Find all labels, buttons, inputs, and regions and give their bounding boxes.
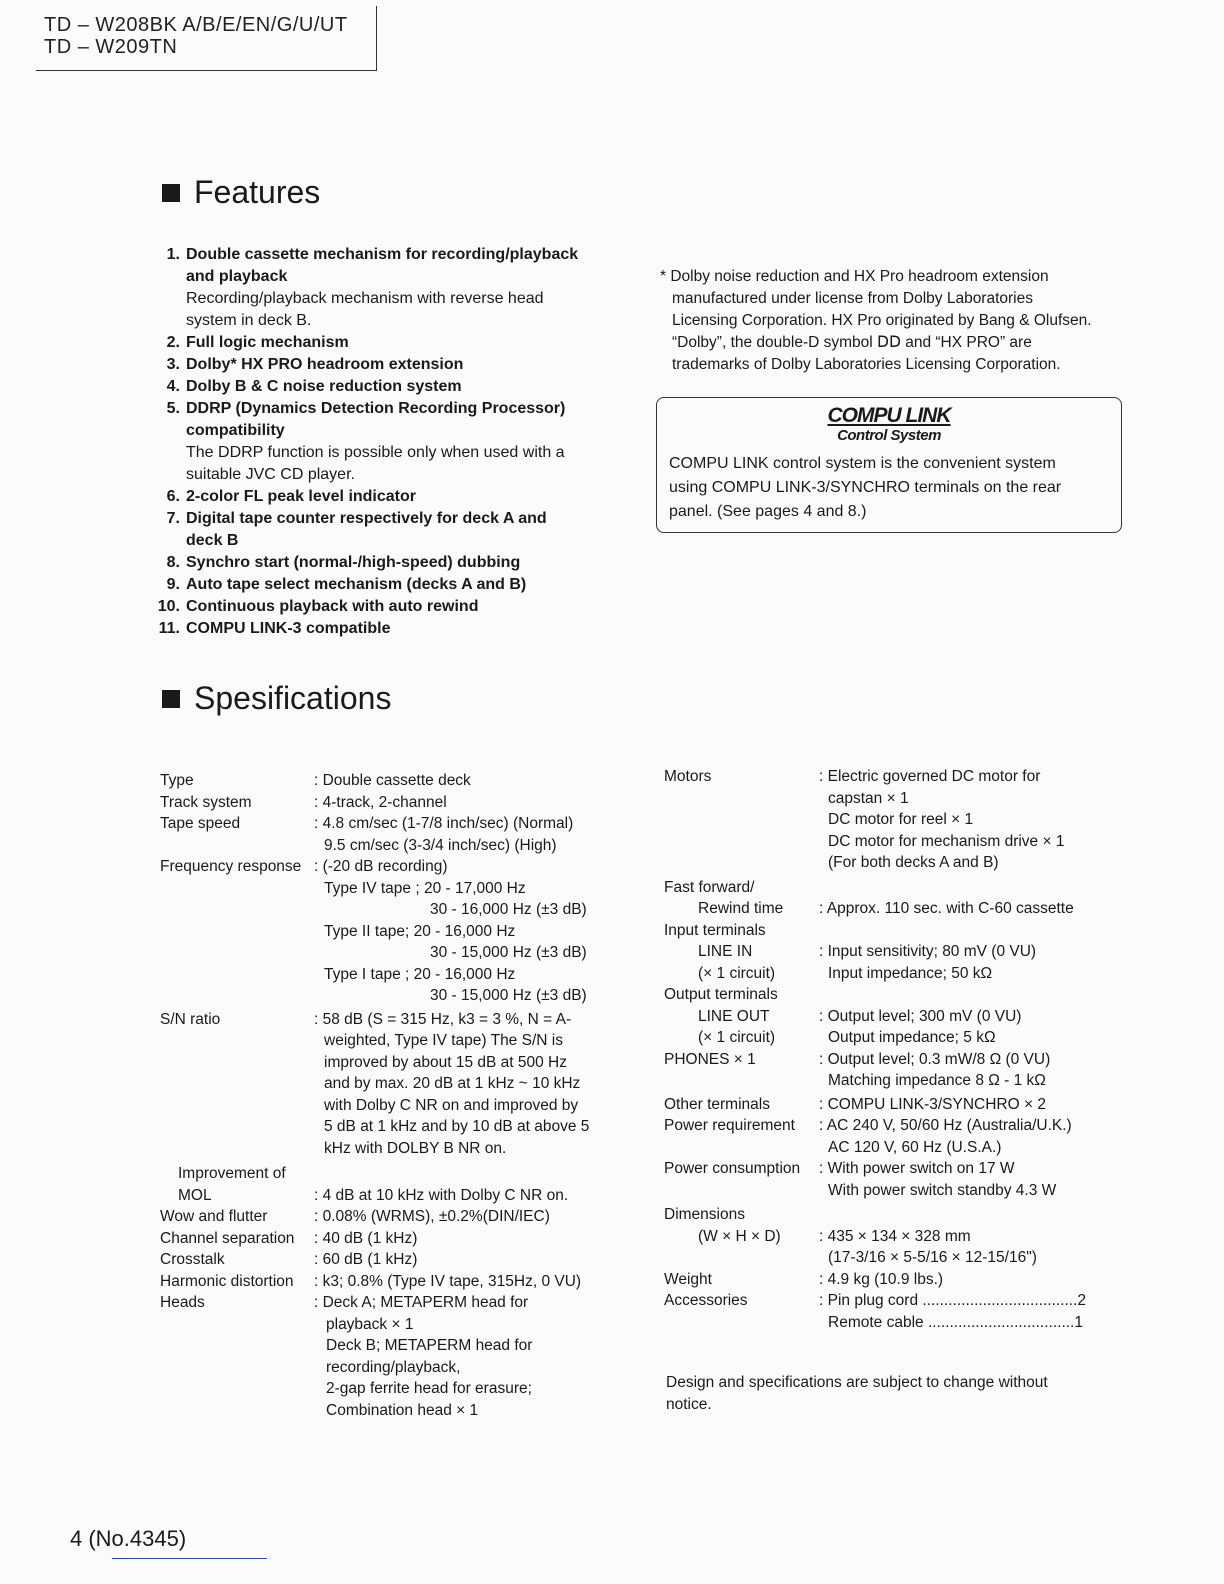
- spec-row: Tape speed : 4.8 cm/sec (1-7/8 inch/sec) (Normal): [160, 815, 574, 832]
- compu-link-logo: COMPU LINK Control System: [827, 404, 951, 444]
- features-heading: [162, 174, 320, 211]
- spec-row: PHONES × 1 : Output level; 0.3 mW/8 Ω (0 VU): [664, 1050, 1051, 1068]
- list-item: 4. Dolby B & C noise reduction system: [166, 378, 462, 395]
- spec-row: Weight : 4.9 kg (10.9 lbs.): [664, 1270, 944, 1288]
- list-item: 3. Dolby* HX PRO headroom extension: [166, 356, 464, 373]
- heading-square-icon: [162, 184, 180, 202]
- compu-link-text: COMPU LINK control system is the convenient system using COMPU LINK-3/SYNCHRO terminals on the rear panel. (See pages 4 and 8.): [669, 455, 1062, 520]
- spec-row: (W × H × D) : 435 × 134 × 328 mm: [698, 1227, 971, 1245]
- spec-row: Channel separation : 40 dB (1 kHz): [160, 1229, 418, 1247]
- spec-row: Type : Double cassette deck: [160, 772, 471, 789]
- spec-row: LINE IN : Input sensitivity; 80 mV (0 VU): [698, 943, 1037, 960]
- features-list: [150, 244, 620, 640]
- spec-row: Other terminals : COMPU LINK-3/SYNCHRO × 2: [664, 1095, 1046, 1113]
- list-item: 9. Auto tape select mechanism (decks A and B): [166, 576, 527, 593]
- spec-row: Fast forward/: [664, 878, 755, 896]
- list-item-continued: compatibility: [186, 422, 285, 439]
- spec-row: LINE OUT : Output level; 300 mV (0 VU): [698, 1007, 1022, 1025]
- page-number: 4 (No.4345): [70, 1526, 187, 1551]
- list-item: 1. Double cassette mechanism for recording/playback: [166, 246, 579, 263]
- spec-row: Power consumption : With power switch on 17 W: [664, 1160, 1015, 1177]
- specifications-heading: [162, 680, 391, 717]
- spec-row: Harmonic distortion : k3; 0.8% (Type IV tape, 315Hz, 0 VU): [160, 1272, 582, 1290]
- list-item: 10. Continuous playback with auto rewind: [157, 598, 479, 615]
- list-item-desc: Recording/playback mechanism with reverse head: [186, 290, 544, 307]
- spec-row: Crosstalk : 60 dB (1 kHz): [160, 1251, 418, 1268]
- heading-square-icon: [162, 690, 180, 708]
- spec-row: (× 1 circuit) Input impedance; 50 kΩ: [698, 964, 993, 982]
- spec-row: S/N ratio : 58 dB (S = 315 Hz, k3 = 3 %, N = A-: [160, 1010, 572, 1028]
- footer-underline: [112, 1558, 267, 1559]
- model-header: [36, 6, 377, 71]
- spec-row: (× 1 circuit) Output impedance; 5 kΩ: [698, 1029, 996, 1046]
- list-item: 8. Synchro start (normal-/high-speed) dubbing: [166, 554, 521, 571]
- specs-right: Motors : Electric governed DC motor for capstan × 1 DC motor for reel × 1 DC motor for mechanism drive × 1 (For both decks A and B) Fast forward/ Rewind time : Approx. 110 sec. with C-60 cassette Input terminals LINE IN : Input sensitivity; 80 mV (0 VU) (× 1 circuit) Input impedance; 50 kΩ Output terminals LINE OUT : Output level; 300 mV (0 VU) (× 1 circuit) Output impedance; 5 kΩ PHONES × 1 : Output level; 0.3 mW/8 Ω (0 VU) Matching impedance 8 Ω - 1 kΩ Other terminals : COMPU LINK-3/SYNCHRO × 2 Power requirement : AC 240 V, 50/60 Hz (Australia/U.K.) AC 120 V, 60 Hz (U.S.A.) Power consumption : With power switch on 17 W With power switch standby 4.3 W Dimensions (W × H × D) : 435 × 134 × 328 mm (17-3/16 × 5-5/16 × 12-15/16") Weight : 4.9 kg (10.9 lbs.) Accessories : Pin plug cord ....................................2 Remote cable ..................................1: [664, 766, 1124, 1333]
- spec-row: Improvement of: [178, 1165, 286, 1182]
- list-item-continued: and playback: [186, 268, 288, 285]
- spec-row: Frequency response : (-20 dB recording): [160, 858, 448, 875]
- spec-row: Wow and flutter : 0.08% (WRMS), ±0.2%(DIN/IEC): [160, 1208, 550, 1225]
- spec-row: MOL : 4 dB at 10 kHz with Dolby C NR on.: [178, 1186, 569, 1204]
- list-item-desc: suitable JVC CD player.: [186, 466, 355, 483]
- list-item: 11. COMPU LINK-3 compatible: [158, 620, 391, 637]
- disclaimer: Design and specifications are subject to change without notice.: [666, 1374, 1048, 1413]
- spec-row: Accessories : Pin plug cord ....................................2: [664, 1292, 1087, 1309]
- spec-row: Power requirement : AC 240 V, 50/60 Hz (Australia/U.K.): [664, 1117, 1072, 1134]
- specifications-title: Spesifications: [194, 680, 392, 716]
- list-item: 2. Full logic mechanism: [166, 334, 349, 351]
- features-title: Features: [194, 174, 321, 210]
- spec-row: Input terminals: [664, 921, 766, 939]
- specs-left: Type : Double cassette deck Track system : 4-track, 2-channel Tape speed : 4.8 cm/sec (1-7/8 inch/sec) (Normal) 9.5 cm/sec (3-3/4 inch/sec) (High) Frequency response : (-20 dB recording) Type IV tape ; 20 - 17,000 Hz 30 - 16,000 Hz (±3 dB) Type II tape; 20 - 16,000 Hz 30 - 15,000 Hz (±3 dB) Type I tape ; 20 - 16,000 Hz 30 - 15,000 Hz (±3 dB) S/N ratio : 58 dB (S = 315 Hz, k3 = 3 %, N = A- weighted, Type IV tape) The S/N is improved by about 15 dB at 500 Hz and by max. 20 dB at 1 kHz ~ 10 kHz with Dolby C NR on and improved by 5 dB at 1 kHz and by 10 dB at above 5 kHz with DOLBY B NR on. Improvement of MOL : 4 dB at 10 kHz with Dolby C NR on. Wow and flutter : 0.08% (WRMS), ±0.2%(DIN/IEC) Channel separation : 40 dB (1 kHz) Crosstalk : 60 dB (1 kHz) Harmonic distortion : k3; 0.8% (Type IV tape, 315Hz, 0 VU) Heads : Deck A; METAPERM head for playback × 1 Deck B; METAPERM head for recording/playback, 2-gap ferrite head for erasure; Combination head × 1: [160, 770, 620, 1421]
- list-item: 5. DDRP (Dynamics Detection Recording Processor): [166, 400, 566, 417]
- dolby-note: * Dolby noise reduction and HX Pro headroom extension manufactured under license from Dolby Laboratories Licensing Corporation. HX Pro originated by Bang & Olufsen. “Dolby”, the double-D symbol ⅮⅮ and “HX PRO” are trademarks of Dolby Laboratories Licensing Corporation.: [660, 268, 1092, 373]
- list-item: 7. Digital tape counter respectively for deck A and: [166, 510, 547, 527]
- model-line-2: TD – W209TN: [44, 36, 178, 58]
- spec-row: Motors : Electric governed DC motor for: [664, 768, 1041, 785]
- list-item-desc: The DDRP function is possible only when used with a: [186, 444, 565, 461]
- list-item-desc: system in deck B.: [186, 312, 312, 329]
- spec-row: Rewind time : Approx. 110 sec. with C-60 cassette: [698, 900, 1074, 917]
- compu-link-box: [656, 397, 1122, 533]
- list-item: 6. 2-color FL peak level indicator: [166, 488, 416, 505]
- spec-row: Heads : Deck A; METAPERM head for: [160, 1294, 529, 1311]
- model-line-1: TD – W208BK A/B/E/EN/G/U/UT: [44, 14, 348, 36]
- spec-row: Output terminals: [664, 986, 778, 1003]
- spec-row: Type IV tape ; 20 - 17,000 Hz: [324, 879, 526, 897]
- list-item-continued: deck B: [186, 532, 239, 549]
- spec-row: Dimensions: [664, 1206, 745, 1223]
- spec-row: Track system : 4-track, 2-channel: [160, 793, 447, 811]
